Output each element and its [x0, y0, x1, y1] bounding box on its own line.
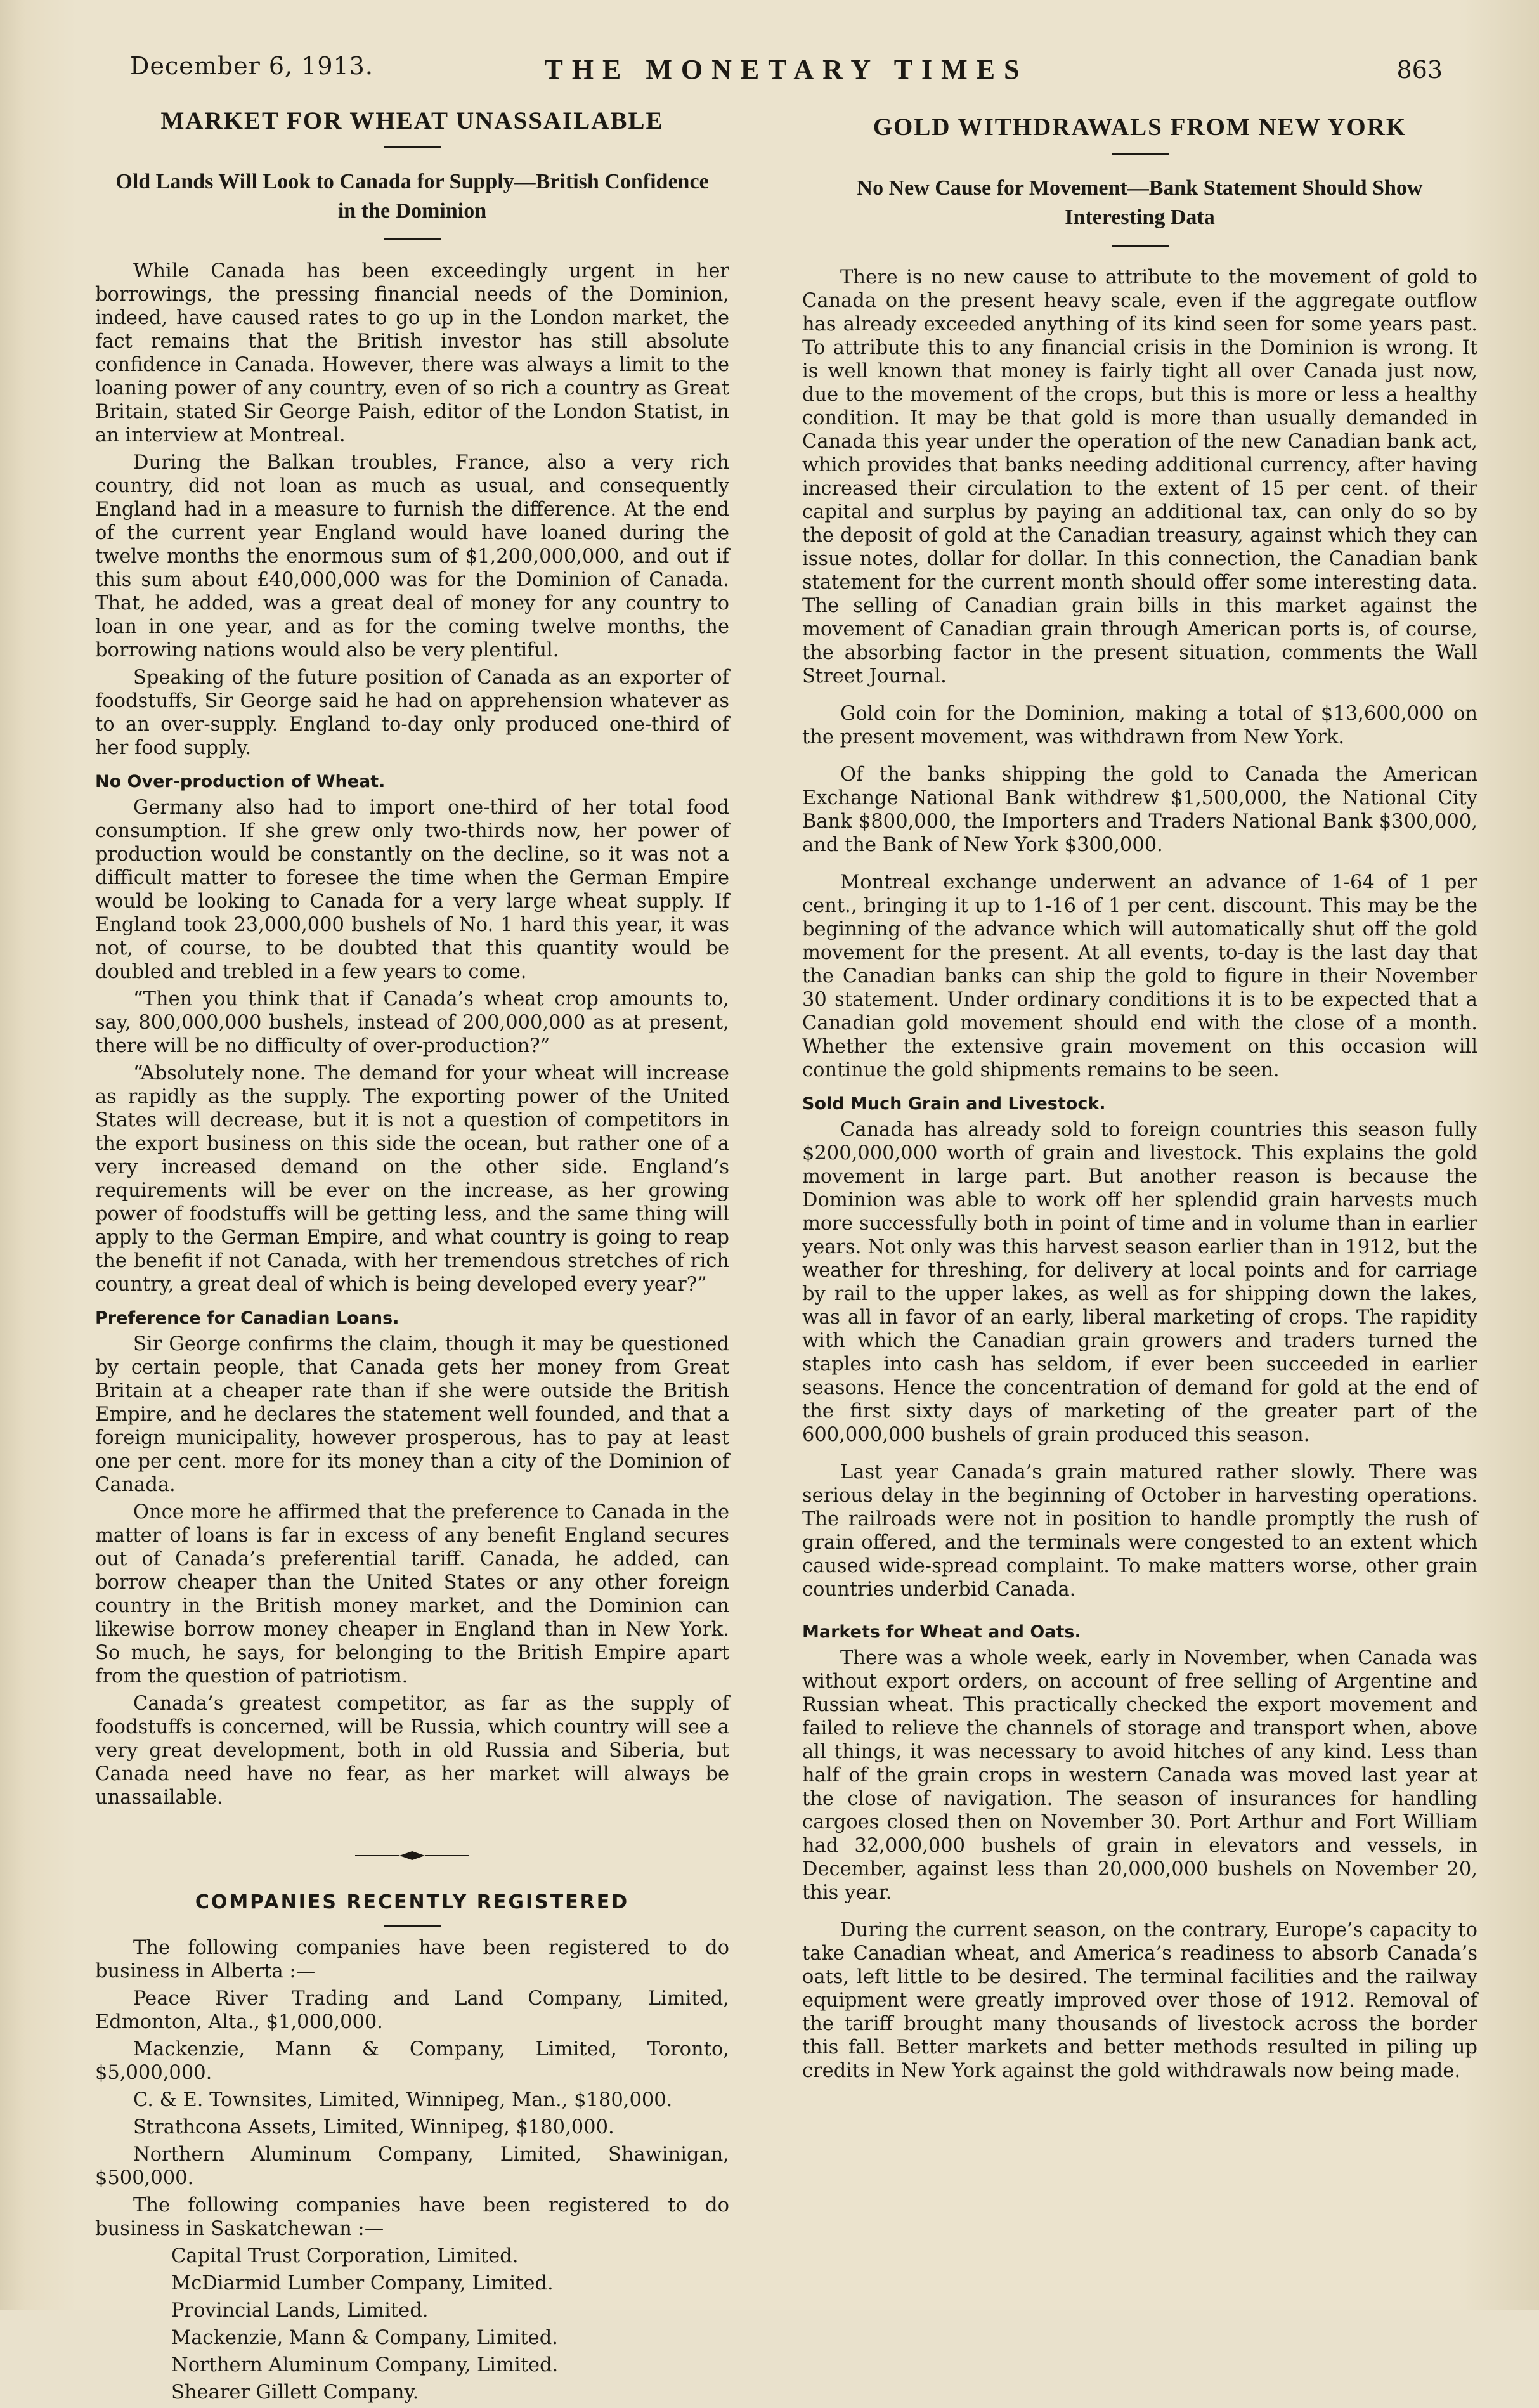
right-column	[802, 101, 1477, 2086]
companies-heading: COMPANIES RECENTLY REGISTERED	[195, 1891, 630, 1913]
paragraph: Speaking of the future position of Canada as an exporter of foodstuffs, Sir George said he had on apprehension whatever as to an over-supply. England to-day only produced one-third of her food supply.	[95, 667, 729, 759]
alberta-intro: The following companies have been registered to do business in Alberta :—	[95, 1937, 729, 1982]
title-rule	[1112, 153, 1169, 155]
paragraph: Last year Canada’s grain matured rather slowly. There was serious delay in the beginning of October in harvesting operations. The railroads were not in position to handle promptly the rush of grain offered, and the terminals were congested to an extent which caused wide-spread complaint. To make matters worse, other grain countries underbid Canada.	[802, 1461, 1477, 1601]
paragraph: “Then you think that if Canada’s wheat crop amounts to, say, 800,000,000 bushels, instead of 200,000,000 as at present, there will be no difficulty of over-production?”	[95, 988, 729, 1057]
saskatchewan-intro: The following companies have been registered to do business in Saskatchewan :—	[95, 2194, 729, 2240]
paragraph: Canada has already sold to foreign countries this season fully $200,000,000 worth of grain and livestock. This explains the gold movement in large part. But another reason is because the Dominion was able to work off her splendid grain harvests much more successfully both in point of time and in volume than in earlier years. Not only was this harvest season earlier than in 1912, but the weather for threshing, for delivery at local points and for carriage by rail to the upper lakes, as well as for shipping down the lakes, was all in favor of an early, liberal marketing of crops. The rapidity with which the Canadian grain growers and traders turned the staples into cash has seldom, if ever been succeeded in earlier seasons. Hence the concentration of demand for gold at the end of the first sixty days of marketing of the greater part of the 600,000,000 bushels of grain produced this season.	[802, 1119, 1477, 1446]
masthead: THE MONETARY TIMES	[544, 54, 1029, 85]
list-item: Northern Aluminum Company, Limited, Shawinigan, $500,000.	[95, 2144, 729, 2189]
list-item: Mackenzie, Mann & Company, Limited.	[171, 2327, 558, 2349]
section-heading: No Over-production of Wheat.	[95, 772, 386, 791]
paragraph: There is no new cause to attribute to the movement of gold to Canada on the present heavy scale, even if the aggregate outflow has already exceeded anything of its kind seen for some years past. To attribute this to any financial crisis in the Dominion is wrong. It is well known that money is fairly tight all over Canada just now, due to the movement of the crops, but this is more or less a healthy condition. It may be that gold is more than usually demanded in Canada this year under the operation of the new Canadian bank act, which provides that banks needing additional currency, after having increased their circulation to the extent of 15 per cent. of their capital and surplus by paying an additional tax, can only do so by the deposit of gold at the Canadian treasury, against which they can issue notes, dollar for dollar. In this connection, the Canadian bank statement for the current month should offer some interesting data. The selling of Canadian grain bills in this market against the movement of Canadian grain through American ports is, of course, the absorbing factor in the present situation, comments the Wall Street Journal.	[802, 266, 1477, 687]
list-item: Strathcona Assets, Limited, Winnipeg, $180,000.	[133, 2116, 614, 2138]
list-item: Mackenzie, Mann & Company, Limited, Toronto, $5,000,000.	[95, 2038, 729, 2084]
article-title-gold: GOLD WITHDRAWALS FROM NEW YORK	[873, 114, 1407, 141]
paragraph: “Absolutely none. The demand for your wheat will increase as rapidly as the supply. The exporting power of the United States will decrease, but it is not a question of competitors in the export business on this side the ocean, but rather one of a very increased demand on the other side. England’s requirements will be ever on the increase, as her growing power of foodstuffs will be getting less, and the same thing will apply to the German Empire, and what country is going to reap the benefit if not Canada, with her tremendous stretches of rich country, a great deal of which is being developed every year?”	[95, 1062, 729, 1296]
list-item: Northern Aluminum Company, Limited.	[171, 2354, 559, 2376]
section-heading: Preference for Canadian Loans.	[95, 1308, 399, 1328]
section-heading: Markets for Wheat and Oats.	[802, 1622, 1081, 1642]
ornament-divider	[95, 1847, 729, 1865]
section-heading: Sold Much Grain and Livestock.	[802, 1094, 1106, 1114]
paragraph: While Canada has been exceedingly urgent in her borrowings, the pressing financial needs of the Dominion, indeed, have caused rates to go up in the London market, the fact remains that the British investor has still absolute confidence in Canada. However, there was always a limit to the loaning power of any country, even of so rich a country as Great Britain, stated Sir George Paish, editor of the London Statist, in an interview at Montreal.	[95, 260, 729, 446]
title-rule	[384, 146, 441, 148]
paragraph: Montreal exchange underwent an advance of 1-64 of 1 per cent., bringing it up to 1-16 of 1 per cent. discount. This may be the beginning of the advance which will automatically shut off the gold movement for the present. At all events, to-day is the last day that the Canadian banks can ship the gold to figure in their November 30 statement. Under ordinary conditions it is to be expected that a Canadian gold movement should end with the close of a month. Whether the extensive grain movement on this occasion will continue the gold shipments remains to be seen.	[802, 871, 1477, 1081]
paragraph: Canada’s greatest competitor, as far as the supply of foodstuffs is concerned, will be Russia, which country will see a very great development, both in old Russia and Siberia, but Canada need have no fear, as her market will always be unassailable.	[95, 1693, 729, 1809]
list-item: McDiarmid Lumber Company, Limited.	[171, 2272, 554, 2294]
article-subtitle-wheat: Old Lands Will Look to Canada for Supply—British Confidence in the Dominion	[115, 170, 709, 223]
paragraph: Germany also had to import one-third of her total food consumption. If she grew only two-thirds now, her power of production would be constantly on the decline, so it was not a difficult matter to foresee the time when the German Empire would be looking to Canada for a very large wheat supply. If England took 23,000,000 bushels of No. 1 hard this year, it was not, of course, to be doubted that this quantity would be doubled and trebled in a few years to come.	[95, 797, 729, 983]
paragraph: Gold coin for the Dominion, making a total of $13,600,000 on the present movement, was withdrawn from New York.	[802, 703, 1477, 748]
list-item: Capital Trust Corporation, Limited.	[171, 2245, 519, 2267]
paragraph: There was a whole week, early in November, when Canada was without export orders, on account of free selling of Argentine and Russian wheat. This practically checked the export movement and failed to relieve the channels of storage and transport when, above all things, it was necessary to avoid hitches of any kind. Less than half of the grain crops in western Canada was moved last year at the close of navigation. The season of insurances for handling cargoes closed then on November 30. Port Arthur and Fort William had 32,000,000 bushels of grain in elevators and vessels, in December, against less than 20,000,000 bushels on November 20, this year.	[802, 1647, 1477, 1904]
list-item: Provincial Lands, Limited.	[171, 2300, 429, 2322]
article-title-wheat: MARKET FOR WHEAT UNASSAILABLE	[160, 107, 664, 134]
paragraph: Of the banks shipping the gold to Canada the American Exchange National Bank withdrew $1,500,000, the National City Bank $800,000, the Importers and Traders National Bank $300,000, and the Bank of New York $300,000.	[802, 764, 1477, 856]
paragraph: During the Balkan troubles, France, also a very rich country, did not loan as much as usual, and consequently England had in a measure to furnish the difference. At the end of the current year England would have loaned during the twelve months the enormous sum of $1,200,000,000, and out if this sum about £40,000,000 was for the Dominion of Canada. That, he added, was a great deal of money for any country to loan in one year, and as for the coming twelve months, the borrowing nations would also be very plentiful.	[95, 452, 729, 661]
list-item: Peace River Trading and Land Company, Limited, Edmonton, Alta., $1,000,000.	[95, 1988, 729, 2033]
paragraph: Once more he affirmed that the preference to Canada in the matter of loans is far in excess of any benefit England secures out of Canada’s preferential tariff. Canada, he added, can borrow cheaper than the United States or any other foreign country in the British money market, and the Dominion can likewise borrow money cheaper in England than in New York. So much, he says, for belonging to the British Empire apart from the question of patriotism.	[95, 1501, 729, 1688]
article-subtitle-gold: No New Cause for Movement—Bank Statement Should Show Interesting Data	[857, 176, 1423, 229]
page-number: 863	[1396, 56, 1443, 84]
list-item: C. & E. Townsites, Limited, Winnipeg, Man., $180,000.	[133, 2089, 673, 2111]
paragraph: Sir George confirms the claim, though it may be questioned by certain people, that Canada gets her money from Great Britain at a cheaper rate than if she were outside the British Empire, and he declares the statement well founded, and that a foreign municipality, however prosperous, has to pay at least one per cent. more for its money than a city of the Dominion of Canada.	[95, 1333, 729, 1496]
issue-date: December 6, 1913.	[130, 52, 373, 80]
list-item: Shearer Gillett Company.	[171, 2381, 419, 2404]
left-column	[95, 101, 729, 2408]
page-header	[130, 52, 1443, 96]
paragraph: During the current season, on the contrary, Europe’s capacity to take Canadian wheat, and America’s readiness to absorb Canada’s oats, left little to be desired. The terminal facilities and the railway equipment were greatly improved over those of 1912. Removal of the tariff brought many thousands of livestock across the border this fall. Better markets and better methods resulted in piling up credits in New York against the gold withdrawals now being made.	[802, 1919, 1477, 2082]
